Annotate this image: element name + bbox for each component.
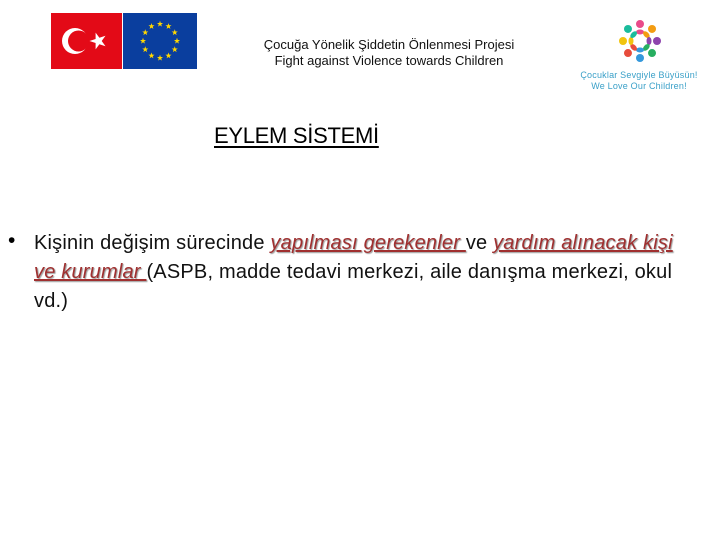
project-title-en: Fight against Violence towards Children [274, 53, 504, 68]
eu-flag-icon [123, 13, 197, 69]
eu-star-icon [140, 38, 146, 44]
eu-star-icon [148, 23, 154, 29]
eu-star-icon [142, 46, 148, 52]
logo-figure-head [624, 49, 632, 57]
logo-figure-head [653, 37, 661, 45]
logo-figure-head [648, 25, 656, 33]
logo-figure-body [647, 37, 652, 45]
bullet-emphasis-2: yardım alınacak kişi ve kurumlar [34, 232, 673, 283]
eu-star-icon [157, 55, 163, 61]
slogan-en: We Love Our Children! [591, 81, 687, 91]
logo-figure-head [648, 49, 656, 57]
bullet-emphasis-1: yapılması gerekenler [270, 232, 466, 254]
eu-star-icon [148, 53, 154, 59]
project-title [230, 37, 548, 69]
turkey-flag-icon [51, 13, 122, 69]
bullet-text-end: (ASPB, madde tedavi merkezi, aile danışma merkezi, okul vd.) [34, 261, 673, 312]
logo-figure-head [619, 37, 627, 45]
logo-figure-body [636, 30, 644, 35]
logo-figure-head [624, 25, 632, 33]
logo-figure-body [629, 37, 634, 45]
slogan-tr: Çocuklar Sevgiyle Büyüsün! [580, 70, 698, 80]
logo-figure-head [636, 20, 644, 28]
eu-star-icon [172, 29, 178, 35]
eu-star-icon [157, 21, 163, 27]
bullet-text [34, 229, 694, 316]
bullet-text-start: Kişinin değişim sürecinde [34, 232, 271, 254]
bullet-text-mid: ve [465, 232, 494, 254]
eu-star-icon [172, 46, 178, 52]
children-circle-logo-icon [612, 14, 668, 68]
bullet-marker: • [8, 229, 16, 252]
eu-star-icon [174, 38, 180, 44]
eu-star-icon [142, 29, 148, 35]
eu-star-icon [165, 23, 171, 29]
logo-figure-head [636, 54, 644, 62]
logo-figure-body [636, 48, 644, 53]
eu-star-icon [165, 53, 171, 59]
slide-title: EYLEM SİSTEMİ [214, 123, 379, 148]
project-title-tr: Çocuğa Yönelik Şiddetin Önlenmesi Projesi [263, 37, 515, 52]
slogan [574, 70, 704, 92]
